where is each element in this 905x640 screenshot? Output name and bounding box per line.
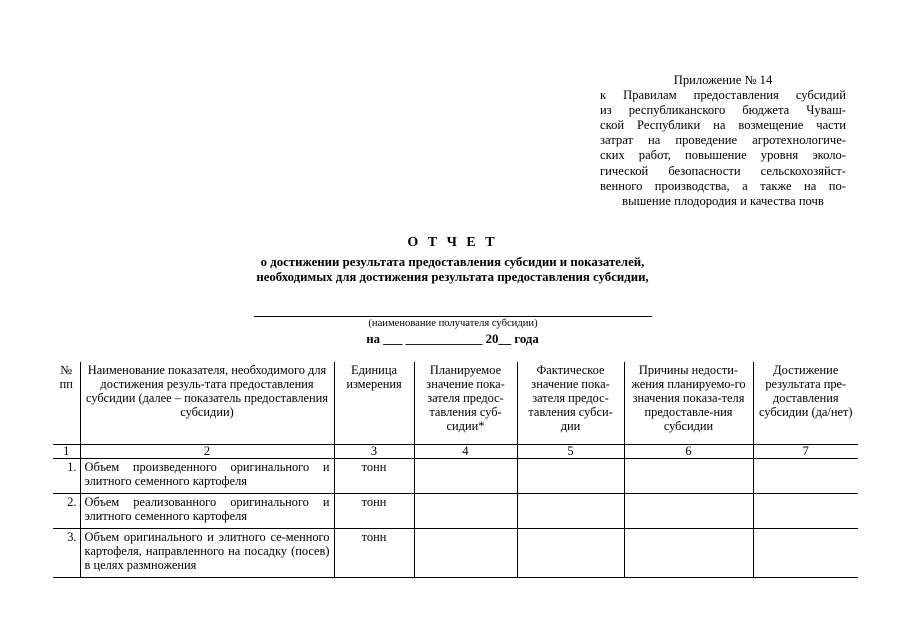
row-number: 3. — [53, 529, 80, 578]
table-header-row — [53, 362, 858, 445]
header-cell-number: № пп — [53, 362, 80, 445]
header-cell-indicator: Наименование показателя, необходимого для достижения резуль-тата предоставления субсидии (далее – показатель предоставления субсидии) — [80, 362, 334, 445]
header-cell-unit: Единица измерения — [334, 362, 414, 445]
achievement-cell — [753, 529, 858, 578]
actual-value-cell — [517, 494, 624, 529]
column-number: 1 — [53, 445, 80, 459]
column-number: 3 — [334, 445, 414, 459]
report-date-line: на ___ ____________ 20__ года — [366, 332, 539, 346]
reasons-cell — [624, 459, 753, 494]
planned-value-cell — [414, 459, 517, 494]
appendix-line: затрат на проведение агротехнологиче- — [600, 133, 846, 148]
achievement-cell — [753, 494, 858, 529]
column-number: 7 — [753, 445, 858, 459]
unit-cell: тонн — [334, 459, 414, 494]
header-cell-planned: Планируемое значение пока-зателя предос-тавления суб-сидии* — [414, 362, 517, 445]
row-number: 1. — [53, 459, 80, 494]
achievement-cell — [753, 459, 858, 494]
appendix-line: ских работ, повышение уровня эколо- — [600, 148, 846, 163]
column-number: 5 — [517, 445, 624, 459]
recipient-caption: (наименование получателя субсидии) — [368, 318, 538, 329]
table-row — [53, 459, 858, 494]
indicator-name: Объем реализованного оригинального и элитного семенного картофеля — [80, 494, 334, 529]
column-number: 2 — [80, 445, 334, 459]
table-row — [53, 529, 858, 578]
planned-value-cell — [414, 529, 517, 578]
header-cell-actual: Фактическое значение пока-зателя предос-тавления субси-дии — [517, 362, 624, 445]
report-subtitle-line1: о достижении результата предоставления субсидии и показателей, — [260, 255, 645, 269]
report-title: О Т Ч Е Т — [407, 235, 498, 250]
appendix-line: венного производства, а также на по- — [600, 178, 846, 193]
recipient-name-line — [254, 316, 652, 317]
unit-cell: тонн — [334, 494, 414, 529]
actual-value-cell — [517, 459, 624, 494]
row-number: 2. — [53, 494, 80, 529]
report-subtitle-line2: необходимых для достижения результата предоставления субсидии, — [256, 270, 649, 284]
header-cell-reasons: Причины недости-жения планируемо-го значения показа-теля предоставле-ния субсидии — [624, 362, 753, 445]
appendix-line: вышение плодородия и качества почв — [622, 193, 824, 208]
appendix-line: из республиканского бюджета Чуваш- — [600, 103, 846, 118]
planned-value-cell — [414, 494, 517, 529]
table-row — [53, 494, 858, 529]
unit-cell: тонн — [334, 529, 414, 578]
indicator-name: Объем произведенного оригинального и элитного семенного картофеля — [80, 459, 334, 494]
indicator-name: Объем оригинального и элитного се-менного картофеля, направленного на посадку (посев) в целях размножения — [80, 529, 334, 578]
appendix-title: Приложение № 14 — [673, 73, 773, 87]
header-cell-achievement: Достижение результата пре-доставления субсидии (да/нет) — [753, 362, 858, 445]
table-column-number-row — [53, 445, 858, 459]
column-number: 6 — [624, 445, 753, 459]
appendix-line: ской Республики на возмещение части — [600, 118, 846, 133]
reasons-cell — [624, 494, 753, 529]
reasons-cell — [624, 529, 753, 578]
appendix-line: к Правилам предоставления субсидий — [600, 88, 846, 103]
actual-value-cell — [517, 529, 624, 578]
appendix-block — [600, 73, 846, 209]
column-number: 4 — [414, 445, 517, 459]
report-table — [53, 362, 858, 578]
appendix-line: гической безопасности сельскохозяйст- — [600, 163, 846, 178]
